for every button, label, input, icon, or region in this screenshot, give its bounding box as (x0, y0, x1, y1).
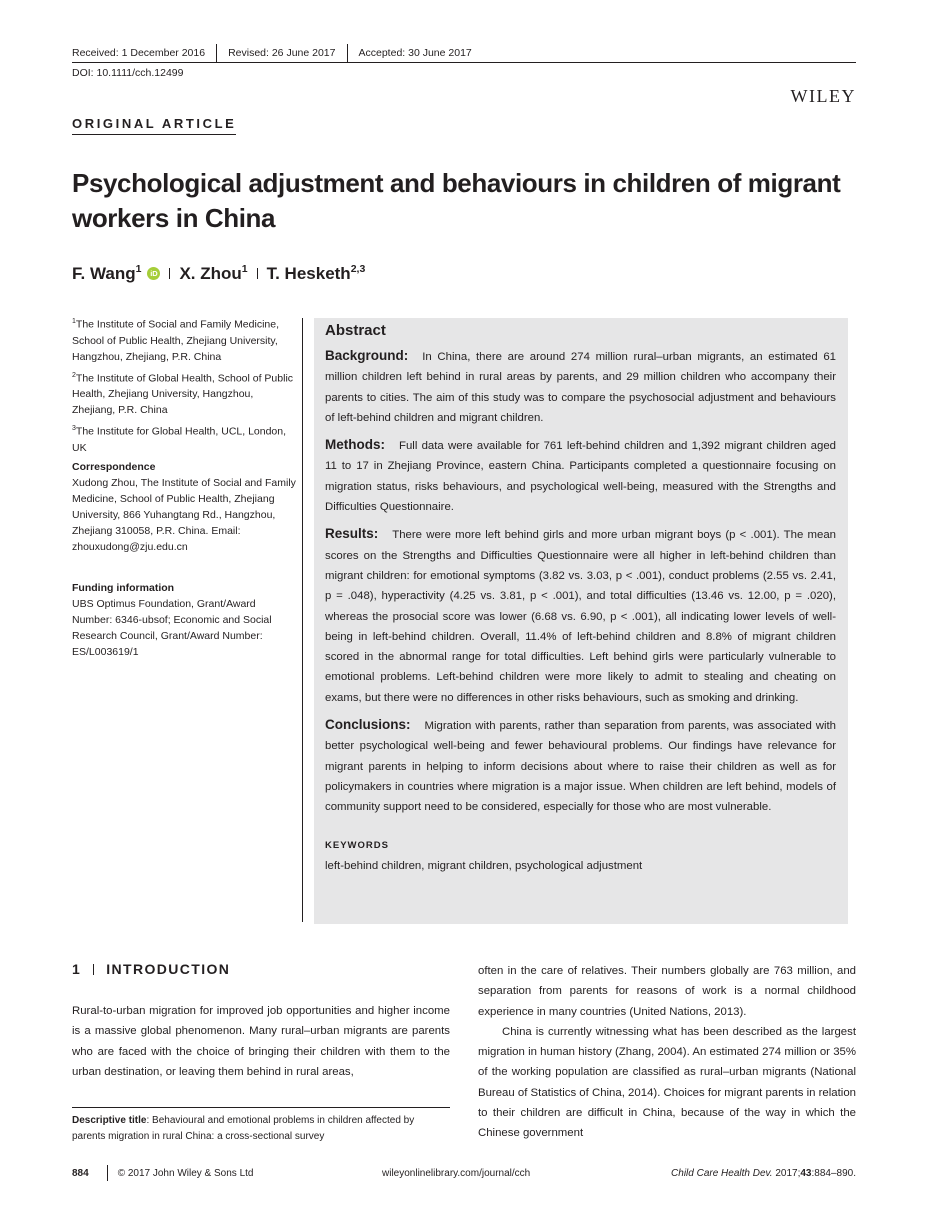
author[interactable]: T. Hesketh$^{2,3}$ (266, 263, 366, 283)
publisher-logo: WILEY (790, 86, 856, 106)
affiliation: $^2$The Institute of Global Health, School of Public Health, Zhejiang University, Hangzhou, Zhejiang, P.R. China (72, 371, 294, 416)
page-number: 884 (72, 1167, 89, 1179)
author-list (72, 263, 365, 284)
accepted-date: Accepted: 30 June 2017 (358, 47, 472, 59)
citation: Child Care Health Dev. 2017;43:884–890. (671, 1167, 856, 1179)
abstract-background: Background: In China, there are around 274 million rural–urban migrants, an estimated 61 million children left behind in rural areas by parents, and 29 million children who accompany their parents to cities. The aim of this study was to compare the psychosocial adjustment and behaviours of left-behind children and migrant children. (325, 348, 836, 424)
abstract-conclusions: Conclusions: Migration with parents, rather than separation from parents, was associated with better psychological well-being and fewer behavioural problems. Our findings have relevance for migrant parents in helping to inform decisions about where to raise their children as well as for policymakers in countries where migration is a major issue. When children are left behind, models of community support need to be considered, especially for those who are most vulnerable. (325, 717, 836, 814)
funding-text: UBS Optimus Foundation, Grant/Award Number: 6346-ubsof; Economic and Social Research Council, Grant/Award Number: ES/L003619/1 (72, 597, 272, 658)
divider (107, 1165, 108, 1181)
revised-date: Revised: 26 June 2017 (228, 47, 336, 59)
abstract-heading: Abstract (325, 322, 386, 339)
article-type: ORIGINAL ARTICLE (72, 116, 236, 135)
body-column-right (478, 961, 856, 1144)
affiliation: $^3$The Institute for Global Health, UCL, London, UK (72, 425, 287, 454)
affiliation: $^1$The Institute of Social and Family Medicine, School of Public Health, Zhejiang University, Hangzhou, Zhejiang, P.R. China (72, 318, 280, 363)
body-column-left (72, 1001, 450, 1082)
paragraph: China is currently witnessing what has been described as the largest migration in human history (Zhang, 2004). An estimated 274 million or 35% of the working population are classified as rural–urban migrants (National Bureau of Statistics of China, 2014). Choices for migrant parents in relation to their children are difficult in China, because of the way in which the Chinese government (478, 1025, 856, 1140)
abstract-results: Results: There were more left behind girls and more urban migrant boys (p < .001). The mean scores on the Strengths and Difficulties Questionnaire were all higher in left-behind children than migrant children: for emotional symptoms (3.82 vs. 3.03, p < .001), conduct problems (2.55 vs. 2.41, p = .048), hyperactivity (4.25 vs. 3.81, p < .001), and total difficulties (13.46 vs. 12.00, p = .020), whereas the prosocial score was lower (6.68 vs. 6.90, p < .001), all indicating lower levels of well-being in left-behind children. Overall, 11.4% of left-behind children and 8.8% of migrant children scored in the abnormal range for total difficulties. Left behind girls were particularly vulnerable to emotional problems. Left-behind children were more likely to admit to stealing and cheating on exams, but there were no differences in other risks behaviours, such as smoking and drinking. (325, 526, 836, 704)
affiliations-column (72, 314, 297, 663)
funding-heading: Funding information (72, 581, 175, 594)
paragraph: often in the care of relatives. Their numbers globally are 763 million, and separation from parents for reasons of work is a normal childhood experience in many countries (United Nations, 2013). (478, 965, 856, 1018)
column-divider (302, 318, 303, 922)
divider (347, 44, 348, 62)
divider (169, 268, 170, 279)
divider (257, 268, 258, 279)
doi[interactable]: DOI: 10.1111/cch.12499 (72, 67, 184, 79)
correspondence-heading: Correspondence (72, 460, 156, 473)
journal-url[interactable]: wileyonlinelibrary.com/journal/cch (382, 1167, 531, 1179)
page-footer (72, 1165, 856, 1181)
author[interactable]: F. Wang$^1$ (72, 263, 142, 283)
paper-title: Psychological adjustment and behaviours in children of migrant workers in China (72, 168, 841, 233)
divider (216, 44, 217, 62)
correspondence-text: Xudong Zhou, The Institute of Social and Family Medicine, School of Public Health, Zhejiang University, 866 Yuhangtang Rd., Hangzhou, Zhejiang 310058, P.R. China. Email: zhouxudong@zju.edu.cn (72, 476, 296, 553)
article-history (72, 44, 856, 62)
abstract-box (314, 318, 848, 924)
received-date: Received: 1 December 2016 (72, 47, 206, 59)
paragraph: Rural-to-urban migration for improved job opportunities and higher income is a massive global phenomenon. Many rural–urban migrants are parents who are faced with the choice of bringing their children with them to the urban destination, or leaving them behind in rural areas, (72, 1005, 450, 1078)
keywords: left-behind children, migrant children, psychological adjustment (325, 859, 643, 872)
section-heading: 1 INTRODUCTION (72, 961, 231, 977)
copyright: © 2017 John Wiley & Sons Ltd (117, 1167, 254, 1179)
header-rule (72, 62, 856, 63)
footnote: Descriptive title: Behavioural and emotional problems in children affected by parents migration in rural China: a cross-sectional survey (72, 1115, 415, 1142)
footnote-rule (72, 1107, 450, 1108)
abstract-methods: Methods: Full data were available for 761 left-behind children and 1,392 migrant children aged 11 to 17 in Zhejiang Province, eastern China. Participants completed a questionnaire focusing on migration status, risks behaviours, and psychological well-being, measured with the Strengths and Difficulties Questionnaire. (325, 437, 836, 514)
keywords-heading: KEYWORDS (325, 839, 389, 851)
author[interactable]: X. Zhou$^1$ (179, 263, 248, 283)
orcid-icon[interactable]: iD (147, 267, 160, 280)
